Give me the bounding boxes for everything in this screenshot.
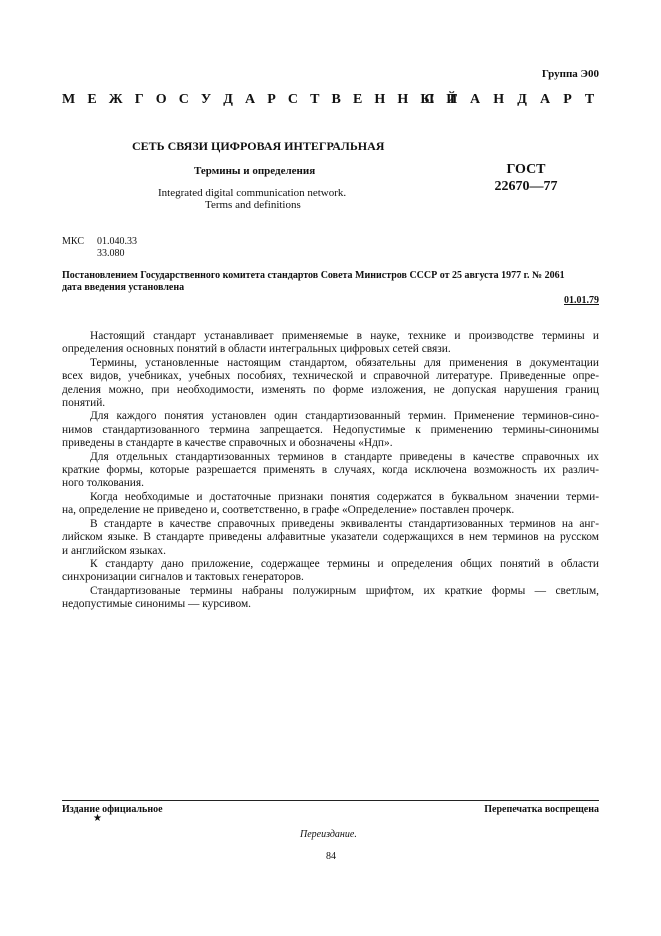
body-line: лийском языке. В стандарте приведены алфавитные указатели содержащихся в нем терминов на русском (62, 531, 599, 544)
english-title-line1: Integrated digital communication network. (158, 187, 347, 199)
body-line: нимов стандартизованного термина запрещается. Недопустимые к применению термины-синонимы (62, 423, 599, 436)
body-line: всех видов, учебниках, учебных пособиях, технической и справочной литературе. Приведенные опре- (62, 370, 599, 383)
mks-code-2: 33.080 (97, 248, 125, 259)
body-line: Стандартизованые термины набраны полужирным шрифтом, их краткие формы — светлым, (90, 584, 599, 597)
body-line: Настоящий стандарт устанавливает применяемые в науке, технике и производстве термины и (90, 330, 599, 342)
reissue-note: Переиздание. (300, 829, 357, 840)
body-line: на, определение не приведено и, соответственно, в графе «Определение» поставлен прочерк. (62, 504, 515, 517)
body-line: понятий. (62, 397, 106, 410)
body-line: К стандарту дано приложение, содержащее термины и определения общих понятий в области (90, 557, 599, 570)
decree-line1: Постановлением Государственного комитета стандартов Совета Министров СССР от 25 августа 1977 г. № 2061 (62, 270, 565, 281)
banner-left: М Е Ж Г О С У Д А Р С Т В Е Н Н Ы Й (62, 92, 462, 107)
group-code: Группа Э00 (541, 68, 599, 80)
star-icon: ★ (93, 813, 102, 824)
body-line: краткие формы, которые разрешается применять в случаях, когда исключена возможность их различ- (62, 464, 599, 477)
body-line: Термины, установленные настоящим стандартом, обязательны для применения в документации (90, 356, 599, 369)
body-line: недопустимые синонимы — курсивом. (62, 598, 252, 611)
body-line: Для каждого понятия установлен один стандартизованный термин. Применение терминов-сино- (90, 410, 599, 423)
english-title-line2: Terms and definitions (205, 199, 301, 211)
body-line: деления можно, при необходимости, изменять по форме изложения, не допуская нарушения границ (62, 383, 599, 396)
banner-right: С Т А Н Д А Р Т (424, 92, 599, 107)
body-line: Для отдельных стандартизованных терминов в стандарте приведены в качестве справочных их (90, 450, 599, 463)
body-line: синхронизации сигналов и тактовых генераторов. (62, 571, 304, 584)
body-text (62, 330, 599, 612)
reprint-notice: Перепечатка воспрещена (484, 804, 599, 815)
body-line: и английском языках. (62, 544, 166, 557)
document-subtitle: Термины и определения (194, 165, 316, 177)
gost-label: ГОСТ (506, 162, 546, 177)
document-title: СЕТЬ СВЯЗИ ЦИФРОВАЯ ИНТЕГРАЛЬНАЯ (132, 139, 385, 153)
mks-label: МКС (62, 236, 84, 247)
body-line: определения основных понятий в области интегральных цифровых сетей связи. (62, 343, 451, 356)
body-line: В стандарте в качестве справочных приведены эквиваленты стандартизованных терминов на анг- (90, 517, 599, 530)
introduction-date: 01.01.79 (564, 295, 599, 306)
gost-number: 22670—77 (494, 179, 558, 194)
page-number: 84 (326, 851, 336, 862)
footer-divider (62, 800, 599, 801)
decree-line2: дата введения установлена (62, 282, 185, 293)
body-line: приведены в стандарте в качестве справочных и обозначены «Ндп». (62, 437, 393, 450)
body-line: ного толкования. (62, 477, 144, 490)
standard-banner (62, 92, 599, 140)
mks-code-1: 01.040.33 (97, 236, 137, 247)
body-line: Когда необходимые и достаточные признаки понятия содержатся в буквальном значении терми- (90, 490, 599, 503)
edition-label: Издание официальное (62, 804, 163, 815)
